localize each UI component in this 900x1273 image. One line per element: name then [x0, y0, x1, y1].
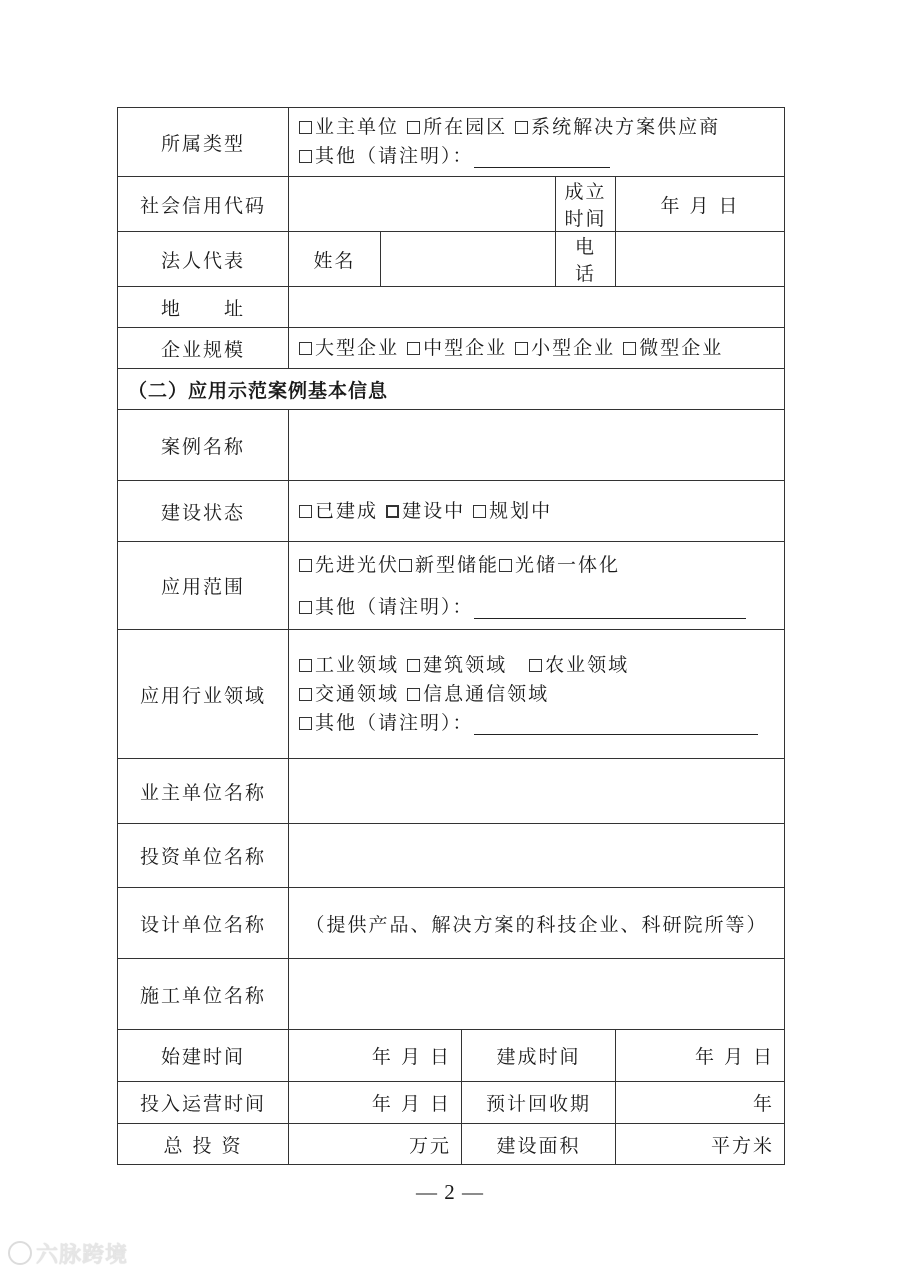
checkbox-icon[interactable]: [515, 342, 528, 355]
builder-label: 施工单位名称: [118, 959, 289, 1030]
scale-row: [118, 328, 785, 369]
checkbox-icon[interactable]: [386, 505, 399, 518]
owner-label: 业主单位名称: [118, 759, 289, 824]
designer-hint: （提供产品、解决方案的科技企业、科研院所等）: [305, 913, 768, 936]
legal-rep-row: [118, 232, 785, 287]
checkbox-icon[interactable]: [515, 121, 528, 134]
checkbox-icon[interactable]: [299, 688, 312, 701]
scope-row: [118, 542, 785, 630]
checkbox-icon[interactable]: [473, 505, 486, 518]
address-field[interactable]: [289, 287, 785, 328]
checkbox-icon[interactable]: [499, 559, 512, 572]
legal-rep-label: 法人代表: [118, 232, 289, 287]
industry-other-blank[interactable]: [474, 714, 758, 735]
complete-label: 建成时间: [462, 1030, 616, 1082]
builder-field[interactable]: [289, 959, 785, 1030]
scope-option-other[interactable]: 其他（请注明）：: [299, 596, 746, 618]
checkbox-icon[interactable]: [623, 342, 636, 355]
investor-label: 投资单位名称: [118, 824, 289, 888]
case-name-field[interactable]: [289, 410, 785, 481]
scale-option-micro[interactable]: 微型企业: [623, 337, 723, 359]
application-form-table: [117, 107, 785, 1165]
industry-row: [118, 630, 785, 759]
industry-option-other[interactable]: 其他（请注明）：: [299, 712, 758, 734]
payback-field[interactable]: 年: [616, 1082, 785, 1124]
case-name-row: [118, 410, 785, 481]
section2-header-row: [118, 369, 785, 410]
scope-option-pv[interactable]: 先进光伏: [299, 554, 399, 576]
type-row: [118, 108, 785, 177]
checkbox-icon[interactable]: [299, 150, 312, 163]
scale-options-cell: [289, 328, 785, 369]
industry-option-industrial[interactable]: 工业领域: [299, 654, 399, 676]
payback-label: 预计回收期: [462, 1082, 616, 1124]
start-complete-row: [118, 1030, 785, 1082]
designer-field[interactable]: [289, 888, 785, 959]
operation-date-field[interactable]: 年 月 日: [289, 1082, 462, 1124]
checkbox-icon[interactable]: [399, 559, 412, 572]
investor-row: [118, 824, 785, 888]
checkbox-icon[interactable]: [299, 505, 312, 518]
investor-field[interactable]: [289, 824, 785, 888]
industry-option-agriculture[interactable]: 农业领域: [529, 654, 629, 676]
scale-option-large[interactable]: 大型企业: [299, 337, 399, 359]
name-field[interactable]: [381, 232, 556, 287]
section2-title: （二）应用示范案例基本信息: [118, 369, 785, 410]
scale-label: 企业规模: [118, 328, 289, 369]
investment-area-row: [118, 1124, 785, 1165]
industry-option-construction[interactable]: 建筑领域: [407, 654, 507, 676]
scope-option-storage[interactable]: 新型储能: [399, 554, 499, 576]
watermark: 六脉跨境: [8, 1238, 128, 1269]
operation-payback-row: [118, 1082, 785, 1124]
industry-option-ict[interactable]: 信息通信领域: [407, 683, 549, 705]
status-options-cell: [289, 481, 785, 542]
checkbox-icon[interactable]: [407, 688, 420, 701]
area-field[interactable]: 平方米: [616, 1124, 785, 1165]
type-label: 所属类型: [118, 108, 289, 177]
type-option-solution-provider[interactable]: 系统解决方案供应商: [515, 116, 720, 138]
status-option-planning[interactable]: 规划中: [473, 500, 552, 522]
scale-option-medium[interactable]: 中型企业: [407, 337, 507, 359]
address-label: 地 址: [118, 287, 289, 328]
credit-code-label: 社会信用代码: [118, 177, 289, 232]
type-options-cell: [289, 108, 785, 177]
checkbox-icon[interactable]: [407, 121, 420, 134]
checkbox-icon[interactable]: [299, 659, 312, 672]
watermark-logo-icon: [8, 1241, 32, 1265]
start-label: 始建时间: [118, 1030, 289, 1082]
checkbox-icon[interactable]: [299, 342, 312, 355]
scope-option-integrated[interactable]: 光储一体化: [499, 554, 620, 576]
page-number: — 2 —: [416, 1180, 484, 1204]
area-label: 建设面积: [462, 1124, 616, 1165]
industry-options-cell: [289, 630, 785, 759]
status-row: [118, 481, 785, 542]
checkbox-icon[interactable]: [299, 559, 312, 572]
start-date-field[interactable]: 年 月 日: [289, 1030, 462, 1082]
type-other-blank[interactable]: [474, 147, 610, 168]
operation-label: 投入运营时间: [118, 1082, 289, 1124]
name-label: 姓名: [289, 232, 381, 287]
type-option-other[interactable]: 其他（请注明）：: [299, 145, 610, 167]
founded-label: 成立时间: [556, 177, 616, 232]
case-name-label: 案例名称: [118, 410, 289, 481]
designer-label: 设计单位名称: [118, 888, 289, 959]
owner-field[interactable]: [289, 759, 785, 824]
checkbox-icon[interactable]: [299, 601, 312, 614]
checkbox-icon[interactable]: [529, 659, 542, 672]
industry-option-transport[interactable]: 交通领域: [299, 683, 399, 705]
credit-code-row: [118, 177, 785, 232]
status-option-built[interactable]: 已建成: [299, 500, 378, 522]
type-option-park[interactable]: 所在园区: [407, 116, 507, 138]
owner-row: [118, 759, 785, 824]
investment-label: 总 投 资: [118, 1124, 289, 1165]
industry-label: 应用行业领域: [118, 630, 289, 759]
checkbox-icon[interactable]: [299, 717, 312, 730]
status-option-building[interactable]: 建设中: [386, 500, 465, 522]
checkbox-icon[interactable]: [299, 121, 312, 134]
scope-options-cell: [289, 542, 785, 630]
credit-code-field[interactable]: [289, 177, 556, 232]
scope-other-blank[interactable]: [474, 598, 746, 619]
founded-date-field[interactable]: 年 月 日: [616, 177, 785, 232]
status-label: 建设状态: [118, 481, 289, 542]
complete-date-field[interactable]: 年 月 日: [616, 1030, 785, 1082]
phone-field[interactable]: [616, 232, 785, 287]
checkbox-icon[interactable]: [407, 659, 420, 672]
investment-field[interactable]: 万元: [289, 1124, 462, 1165]
address-row: [118, 287, 785, 328]
phone-label: 电话: [556, 232, 616, 287]
builder-row: [118, 959, 785, 1030]
scope-label: 应用范围: [118, 542, 289, 630]
scale-option-small[interactable]: 小型企业: [515, 337, 615, 359]
type-option-owner[interactable]: 业主单位: [299, 116, 399, 138]
designer-row: [118, 888, 785, 959]
checkbox-icon[interactable]: [407, 342, 420, 355]
